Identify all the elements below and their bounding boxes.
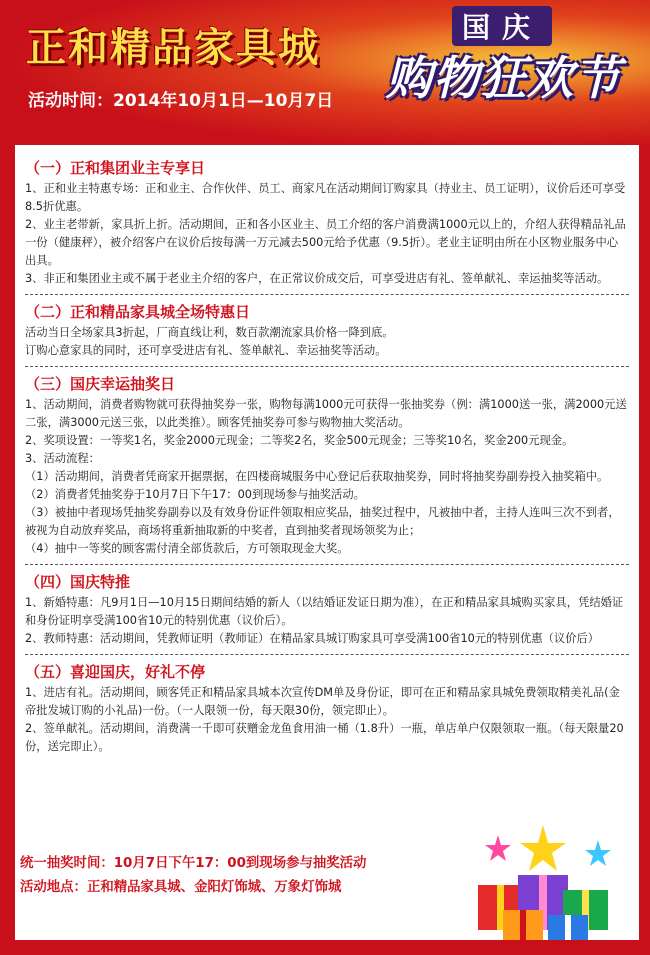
- section-title: （三）国庆幸运抽奖日: [25, 375, 176, 393]
- section-paragraph: 活动当日全场家具3折起，厂商直线让利，数百款潮流家具价格一降到底。: [25, 326, 394, 339]
- footer-info: [20, 852, 460, 900]
- section-paragraph: 1、正和业主特惠专场：正和业主、合作伙伴、员工、商家凡在活动期间订购家具（持业主、员工证明），议价后还可享受8.5折优惠。: [25, 182, 626, 213]
- section-3: [25, 367, 629, 565]
- section-title: （二）正和精品家具城全场特惠日: [25, 303, 251, 321]
- section-paragraph: 2、业主老带新，家具折上折。活动期间，正和各小区业主、员工介绍的客户消费满1000元以上的，介绍人获得精品礼品一份（健康秤），被介绍客户在议价后按每满一万元减去500元给予优惠（9.5折）。老业主证明由所在小区物业服务中心出具。: [25, 218, 626, 267]
- event-location: 活动地点：正和精品家具城、金阳灯饰城、万象灯饰城: [20, 880, 342, 895]
- section-paragraph: （4）抽中一等奖的顾客需付清全部货款后，方可领取现金大奖。: [25, 542, 349, 555]
- section-paragraph: 2、签单献礼。活动期间，消费满一千即可获赠金龙鱼食用油一桶（1.8升）一瓶，单店单户仅限领取一瓶。（每天限量20份，送完即止）。: [25, 722, 624, 753]
- section-paragraph: （1）活动期间，消费者凭商家开据票据，在四楼商城服务中心登记后获取抽奖券，同时将抽奖券副券投入抽奖箱中。: [25, 470, 609, 483]
- section-4: [25, 565, 629, 655]
- section-paragraph: 1、新婚特惠：凡9月1日—10月15日期间结婚的新人（以结婚证发证日期为准），在正和精品家具城购买家具，凭结婚证和身份证明享受满100省10元的特别优惠（议价后）。: [25, 596, 624, 627]
- festival-logo: [382, 6, 632, 116]
- section-paragraph: 1、活动期间，消费者购物就可获得抽奖券一张，购物每满1000元可获得一张抽奖券（例：满1000送一张，满2000元送二张，满3000元送三张，以此类推）。顾客凭抽奖券可参与购物抽大奖活动。: [25, 398, 627, 429]
- section-1: [25, 151, 629, 295]
- section-paragraph: 1、进店有礼。活动期间，顾客凭正和精品家具城本次宣传DM单及身份证，即可在正和精品家具城免费领取精美礼品(金帝批发城订购的小礼品)一份。（一人限领一份，每天限30份，领完即止）。: [25, 686, 620, 717]
- festival-logo-main: 购物狂欢节: [386, 51, 621, 105]
- draw-time: 统一抽奖时间：10月7日下午17：00到现场参与抽奖活动: [20, 856, 367, 871]
- section-paragraph: 3、活动流程：: [25, 452, 100, 465]
- section-5: [25, 655, 629, 762]
- section-2: [25, 295, 629, 367]
- store-title: 正和精品家具城: [26, 25, 320, 71]
- section-title: （四）国庆特推: [25, 573, 131, 591]
- section-paragraph: 2、教师特惠：活动期间，凭教师证明（教师证）在精品家具城订购家具可享受满100省10元的特别优惠（议价后）: [25, 632, 600, 645]
- gift-boxes-icon: [458, 815, 628, 945]
- section-paragraph: 2、奖项设置：一等奖1名，奖金2000元现金；二等奖2名，奖金500元现金；三等奖10名，奖金200元现金。: [25, 434, 574, 447]
- section-paragraph: 订购心意家具的同时，还可享受进店有礼、签单献礼、幸运抽奖等活动。: [25, 344, 387, 357]
- section-title: （一）正和集团业主专享日: [25, 159, 206, 177]
- header-banner: [0, 0, 650, 150]
- section-paragraph: 3、非正和集团业主或不属于老业主介绍的客户，在正常议价成交后，可享受进店有礼、签单献礼、幸运抽奖等活动。: [25, 272, 609, 285]
- section-paragraph: （3）被抽中者现场凭抽奖券副券以及有效身份证件领取相应奖品，抽奖过程中，凡被抽中者，主持人连叫三次不到者，被视为自动放弃奖品，商场将重新抽取新的中奖者，直到抽奖者现场领奖为止；: [25, 506, 620, 537]
- festival-logo-top: 国庆: [452, 6, 552, 46]
- section-paragraph: （2）消费者凭抽奖券于10月7日下午17：00到现场参与抽奖活动。: [25, 488, 365, 501]
- section-title: （五）喜迎国庆，好礼不停: [25, 663, 206, 681]
- activity-time: 活动时间：2014年10月1日—10月7日: [28, 91, 334, 111]
